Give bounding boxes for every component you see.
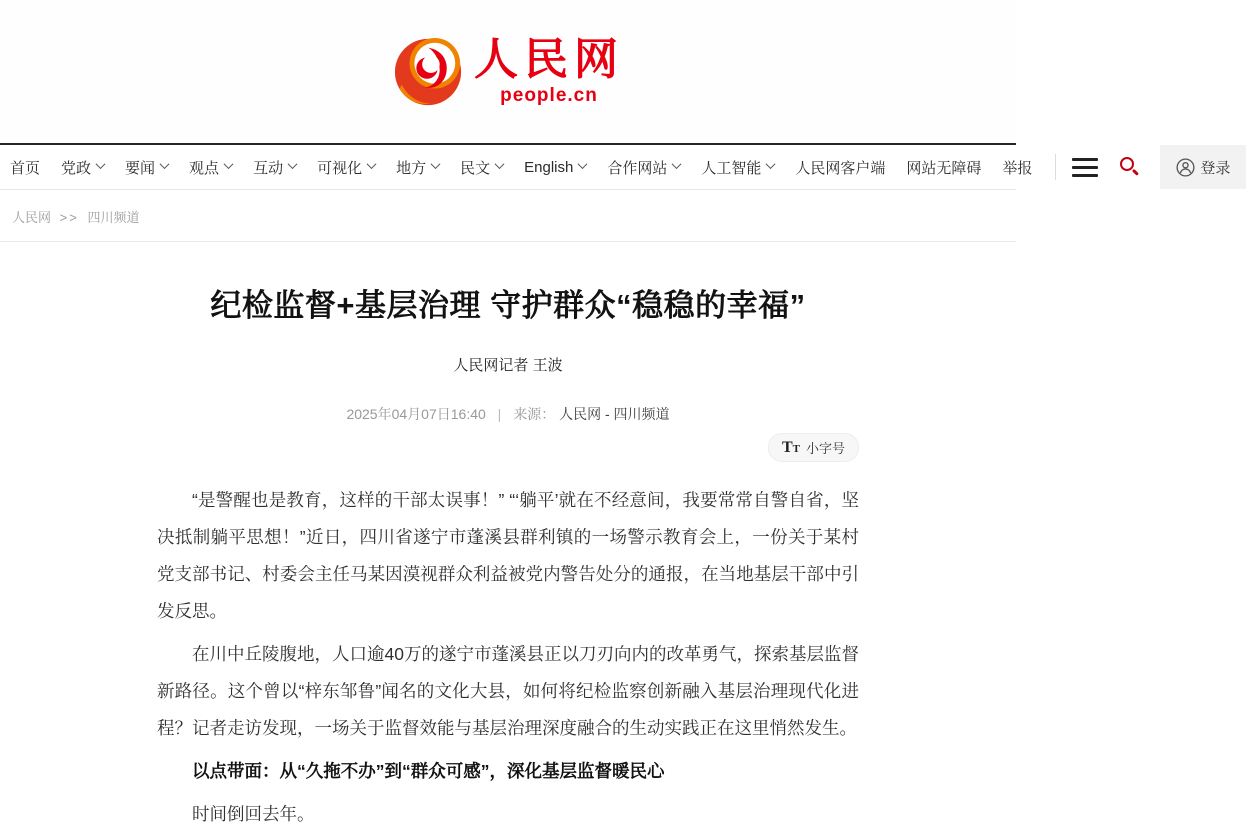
logo-name: 人民网 [474,35,624,84]
nav-item-news[interactable] [125,157,168,178]
nav-item-label: 举报 [1002,159,1033,177]
nav-item-label: 党政 [61,159,92,177]
nav-item-label: 合作网站 [607,159,668,177]
breadcrumb-separator: >> [59,210,79,225]
source-label: 来源： [513,406,556,422]
nav-item-english[interactable] [524,159,586,176]
chevron-down-icon [160,159,170,169]
nav-item-accessibility[interactable] [906,157,981,178]
article-date: 2025年04月07日16:40 [346,406,486,422]
main-nav [0,143,1231,190]
subheading: 以点带面：从“久拖不办”到“群众可感”，深化基层监督暖民心 [192,761,665,781]
login-button[interactable] [1160,145,1246,189]
nav-item-opinion[interactable] [189,157,232,178]
chevron-down-icon [672,159,682,169]
logo-wordmark [474,35,624,106]
menu-icon[interactable] [1072,156,1098,179]
nav-item-party[interactable] [61,157,104,178]
chevron-down-icon [495,159,505,169]
nav-item-partner-sites[interactable] [607,157,680,178]
nav-item-label: 民文 [460,159,491,177]
paragraph: 在川中丘陵腹地，人口逾40万的遂宁市蓬溪县正以刀刃向内的改革勇气，探索基层监督新路径。这个曾以“梓东邹鲁”闻名的文化大县，如何将纪检监察创新融入基层治理现代化进程？记者走访发现，一场关于监督效能与基层治理深度融合的生动实践正在这里悄然发生。 [157,644,859,738]
nav-divider [1055,154,1056,180]
paragraph: 时间倒回去年。 [192,804,315,824]
nav-item-interact[interactable] [253,157,296,178]
chevron-down-icon [224,159,234,169]
article [157,242,859,833]
nav-item-app-client[interactable] [795,157,885,178]
logo-swirl-icon [392,36,464,108]
page-title: 纪检监督+基层治理 守护群众“稳稳的幸福” [210,288,806,323]
font-size-label: 小字号 [805,441,845,456]
logo-domain: people.cn [500,85,598,106]
nav-item-label: 网站无障碍 [906,159,982,177]
nav-item-minority-languages[interactable] [460,157,503,178]
user-icon [1176,158,1195,177]
nav-item-label: 地方 [396,159,427,177]
article-byline: 人民网记者 王波 [453,357,563,374]
article-body [157,482,859,833]
meta-separator: | [497,406,502,422]
nav-item-label: 观点 [189,159,220,177]
nav-item-label: 人民网客户端 [795,159,886,177]
breadcrumb-channel-link[interactable]: 四川频道 [87,210,140,225]
nav-item-report[interactable] [1002,157,1032,178]
nav-right-tools [1053,145,1246,189]
site-logo-link[interactable] [392,36,624,108]
search-icon[interactable] [1120,157,1140,177]
font-size-icon: TT [781,438,800,456]
chevron-down-icon [578,159,588,169]
nav-item-ai[interactable] [701,157,774,178]
nav-item-label: 首页 [10,159,41,177]
article-toolbar [157,433,859,462]
chevron-down-icon [766,159,776,169]
nav-item-visualization[interactable] [317,157,375,178]
chevron-down-icon [431,159,441,169]
login-label: 登录 [1200,159,1231,177]
font-size-button[interactable] [768,433,859,462]
chevron-down-icon [288,159,298,169]
paragraph: “是警醒也是教育，这样的干部太误事！” “‘躺平’就在不经意间，我要常常自警自省，坚决抵制躺平思想！”近日，四川省遂宁市蓬溪县群利镇的一场警示教育会上，一份关于某村党支部书记、村委会主任马某因漠视群众利益被党内警告处分的通报，在当地基层干部中引发反思。 [157,490,859,621]
chevron-down-icon [367,159,377,169]
breadcrumb-home-link[interactable]: 人民网 [12,210,52,225]
nav-item-local[interactable] [396,157,439,178]
breadcrumb [0,190,1016,242]
nav-item-home[interactable] [10,157,40,178]
nav-item-label: 要闻 [125,159,156,177]
site-header [0,0,1016,143]
nav-item-label: English [524,158,574,176]
nav-item-label: 可视化 [317,159,363,177]
source-name[interactable]: 人民网 - 四川频道 [559,406,670,422]
nav-item-label: 互动 [253,159,284,177]
article-meta [157,404,859,424]
nav-item-label: 人工智能 [701,159,762,177]
chevron-down-icon [96,159,106,169]
